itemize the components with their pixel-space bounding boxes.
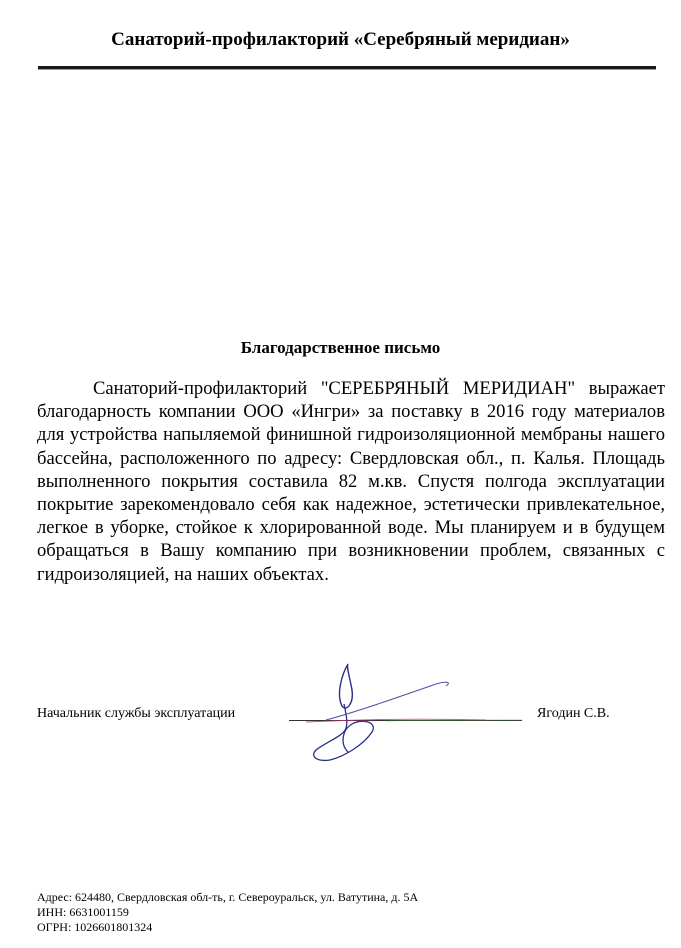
footer-ogrn: ОГРН: 1026601801324	[37, 920, 153, 934]
header-divider	[38, 66, 656, 70]
handwritten-signature	[286, 654, 526, 774]
header-title: Санаторий-профилакторий «Серебряный меридиан»	[111, 29, 570, 50]
footer-requisites	[37, 890, 418, 935]
footer-inn: ИНН: 6631001159	[37, 905, 129, 919]
signatory-name: Ягодин С.В.	[537, 706, 610, 721]
footer-address: Адрес: 624480, Свердловская обл-ть, г. Североуральск, ул. Ватутина, д. 5А	[37, 890, 419, 904]
letter-body: Санаторий-профилакторий "СЕРЕБРЯНЫЙ МЕРИДИАН" выражает благодарность компании ООО «Ингри» за поставку в 2016 году материалов для устройства напыляемой финишной гидроизоляционной мембраны нашего бассейна, расположенного по адресу: Свердловская обл., п. Калья. Площадь выполненного покрытия составила 82 м.кв. Спустя полгода эксплуатации покрытие зарекомендовало себя как надежное, эстетически привлекательное, легкое в уборке, стойкое к хлорированной воде. Мы планируем и в будущем обращаться в Вашу компанию при возникновении проблем, связанных с гидроизоляцией, на наших объектах.	[37, 378, 665, 585]
signatory-position: Начальник службы эксплуатации	[37, 706, 236, 721]
letter-title: Благодарственное письмо	[240, 338, 441, 357]
